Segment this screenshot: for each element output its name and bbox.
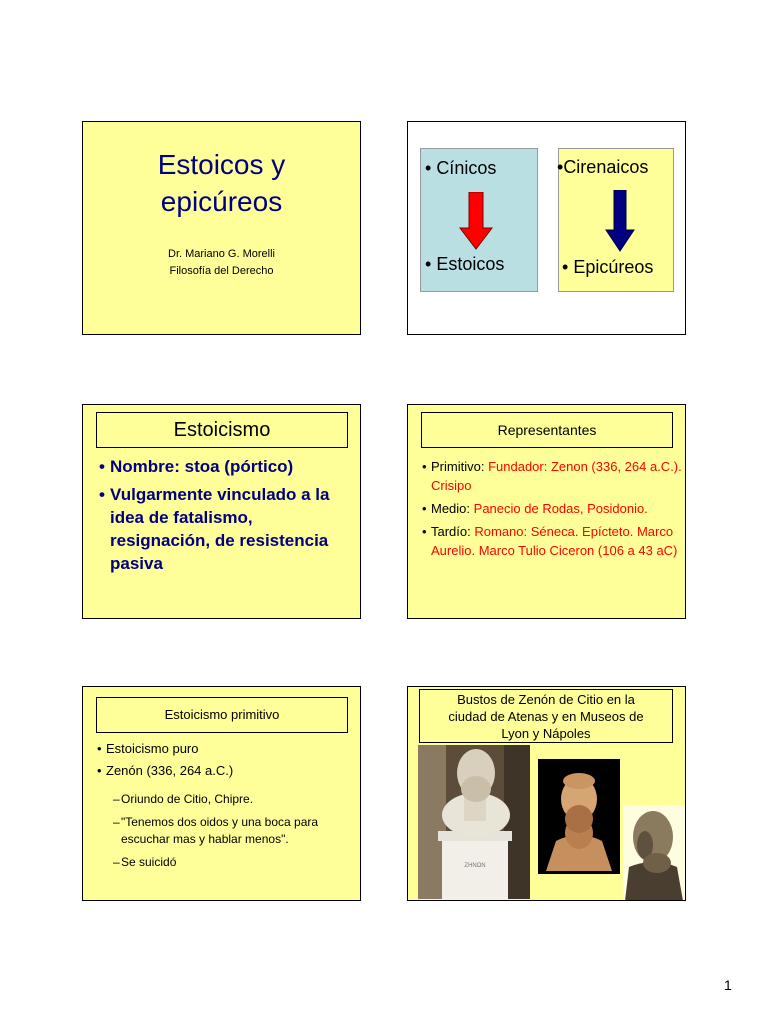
cynics-label: • Cínicos [425,158,497,178]
list-item: • Medio: Panecio de Rodas, Posidonio. [422,499,682,518]
arrow-down-blue-icon [605,190,635,252]
slide-subtitle [83,246,360,280]
sub-bullet-list [113,791,348,877]
slide-header: Representantes [421,412,673,448]
course-name: Filosofía del Derecho [169,265,274,277]
list-item: • Estoicismo puro [97,739,355,758]
slide-title-heading [83,146,360,220]
bullet-list [99,455,357,580]
list-item: • Zenón (336, 264 a.C.) [97,761,355,780]
slide-estoicismo [82,404,361,619]
svg-text:ZHNΩN: ZHNΩN [464,863,486,869]
slide-title [82,121,361,335]
sub-list-item: – "Tenemos dos oidos y una boca para escuchar mas y hablar menos". [113,814,348,848]
author-name: Dr. Mariano G. Morelli [168,248,275,260]
sub-list-item: – Oriundo de Citio, Chipre. [113,791,348,808]
title-line-1: Estoicos y [157,149,286,180]
epicureans-label: • Epicúreos [562,257,654,277]
slide-header: Estoicismo [96,412,348,448]
list-item: • Primitivo: Fundador: Zenon (336, 264 a.C.). Crisipo [422,457,682,495]
list-item: • Tardío: Romano: Séneca. Epícteto. Marco Aurelio. Marco Tulio Ciceron (106 a 43 aC) [422,522,682,560]
slide-schools-diagram [407,121,686,335]
page-number: 1 [724,977,732,993]
cyrenaics-label: •Cirenaicos [557,157,649,177]
arrow-down-red-icon [459,192,493,250]
bust-photo-lyon [538,759,620,874]
list-item: • Vulgarmente vinculado a la idea de fatalismo, resignación, de resistencia pasiva [99,483,357,575]
cynics-stoics-box [420,148,538,292]
slide-representantes [407,404,686,619]
bust-photo-naples [623,805,685,901]
sub-list-item: – Se suicidó [113,854,348,871]
slide-busts [407,686,686,901]
bullet-list [422,457,682,564]
slide-header: Bustos de Zenón de Citio en la ciudad de Atenas y en Museos de Lyon y Nápoles [419,689,673,743]
bust-photo-athens [418,745,530,899]
cyrenaics-epicureans-box [558,148,674,292]
bullet-list [97,739,355,783]
title-line-2: epicúreos [160,186,283,217]
slide-header: Estoicismo primitivo [96,697,348,733]
list-item: • Nombre: stoa (pórtico) [99,455,357,478]
stoics-label: • Estoicos [425,254,505,274]
slide-estoicismo-primitivo [82,686,361,901]
